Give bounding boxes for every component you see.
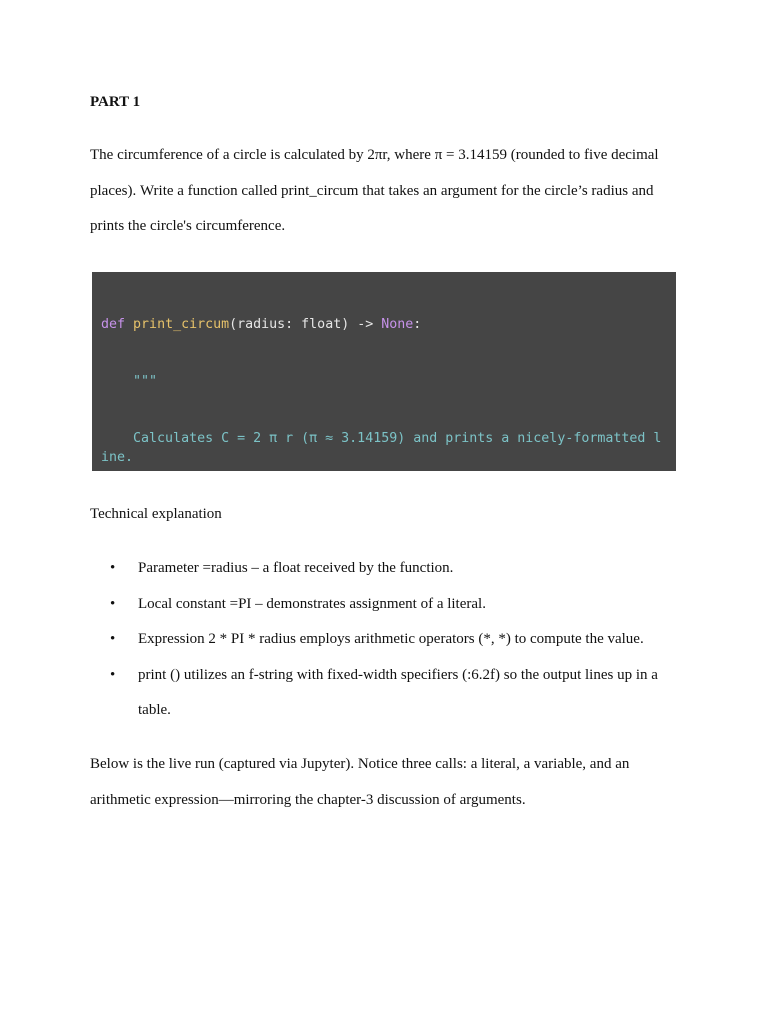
list-item bbox=[110, 551, 670, 587]
explanation-list bbox=[110, 551, 670, 729]
bullet-icon: • bbox=[110, 595, 116, 612]
list-item-text: print () utilizes an f-string with fixed-width specifiers (:6.2f) so the output lines up in a table. bbox=[138, 666, 658, 718]
code-keyword-none: None bbox=[381, 317, 414, 332]
list-item bbox=[110, 622, 670, 658]
page-heading: PART 1 bbox=[90, 94, 141, 110]
list-item-text: Expression 2 * PI * radius employs arithmetic operators (*, *) to compute the value. bbox=[138, 631, 644, 647]
list-item bbox=[110, 587, 670, 623]
code-line-1 bbox=[101, 315, 668, 334]
code-function-name: print_circum bbox=[133, 317, 230, 332]
code-block bbox=[92, 272, 676, 471]
intro-paragraph: The circumference of a circle is calculated by 2πr, where π = 3.14159 (rounded to five decimal places). Write a function called print_circum that takes an argument for the circle’s radius and prints the circle's circumference. bbox=[90, 147, 659, 234]
outro-paragraph: Below is the live run (captured via Jupyter). Notice three calls: a literal, a variable, and an arithmetic expression—mirroring the chapter-3 discussion of arguments. bbox=[90, 756, 630, 808]
code-line-2: """ bbox=[101, 374, 158, 389]
code-colon: : bbox=[413, 317, 422, 332]
list-item-text: Parameter =radius – a float received by the function. bbox=[138, 560, 454, 576]
technical-explanation-heading: Technical explanation bbox=[90, 506, 222, 522]
bullet-icon: • bbox=[110, 631, 116, 647]
list-item-text: Local constant =PI – demonstrates assignment of a literal. bbox=[138, 595, 486, 612]
code-keyword-def: def bbox=[101, 317, 126, 332]
code-line-3: Calculates C = 2 π r (π ≈ 3.14159) and prints a nicely-formatted line. bbox=[101, 431, 662, 465]
code-params: (radius: float) -> bbox=[229, 317, 382, 332]
list-item bbox=[110, 658, 670, 729]
bullet-icon: • bbox=[110, 666, 116, 683]
bullet-icon: • bbox=[110, 560, 116, 576]
